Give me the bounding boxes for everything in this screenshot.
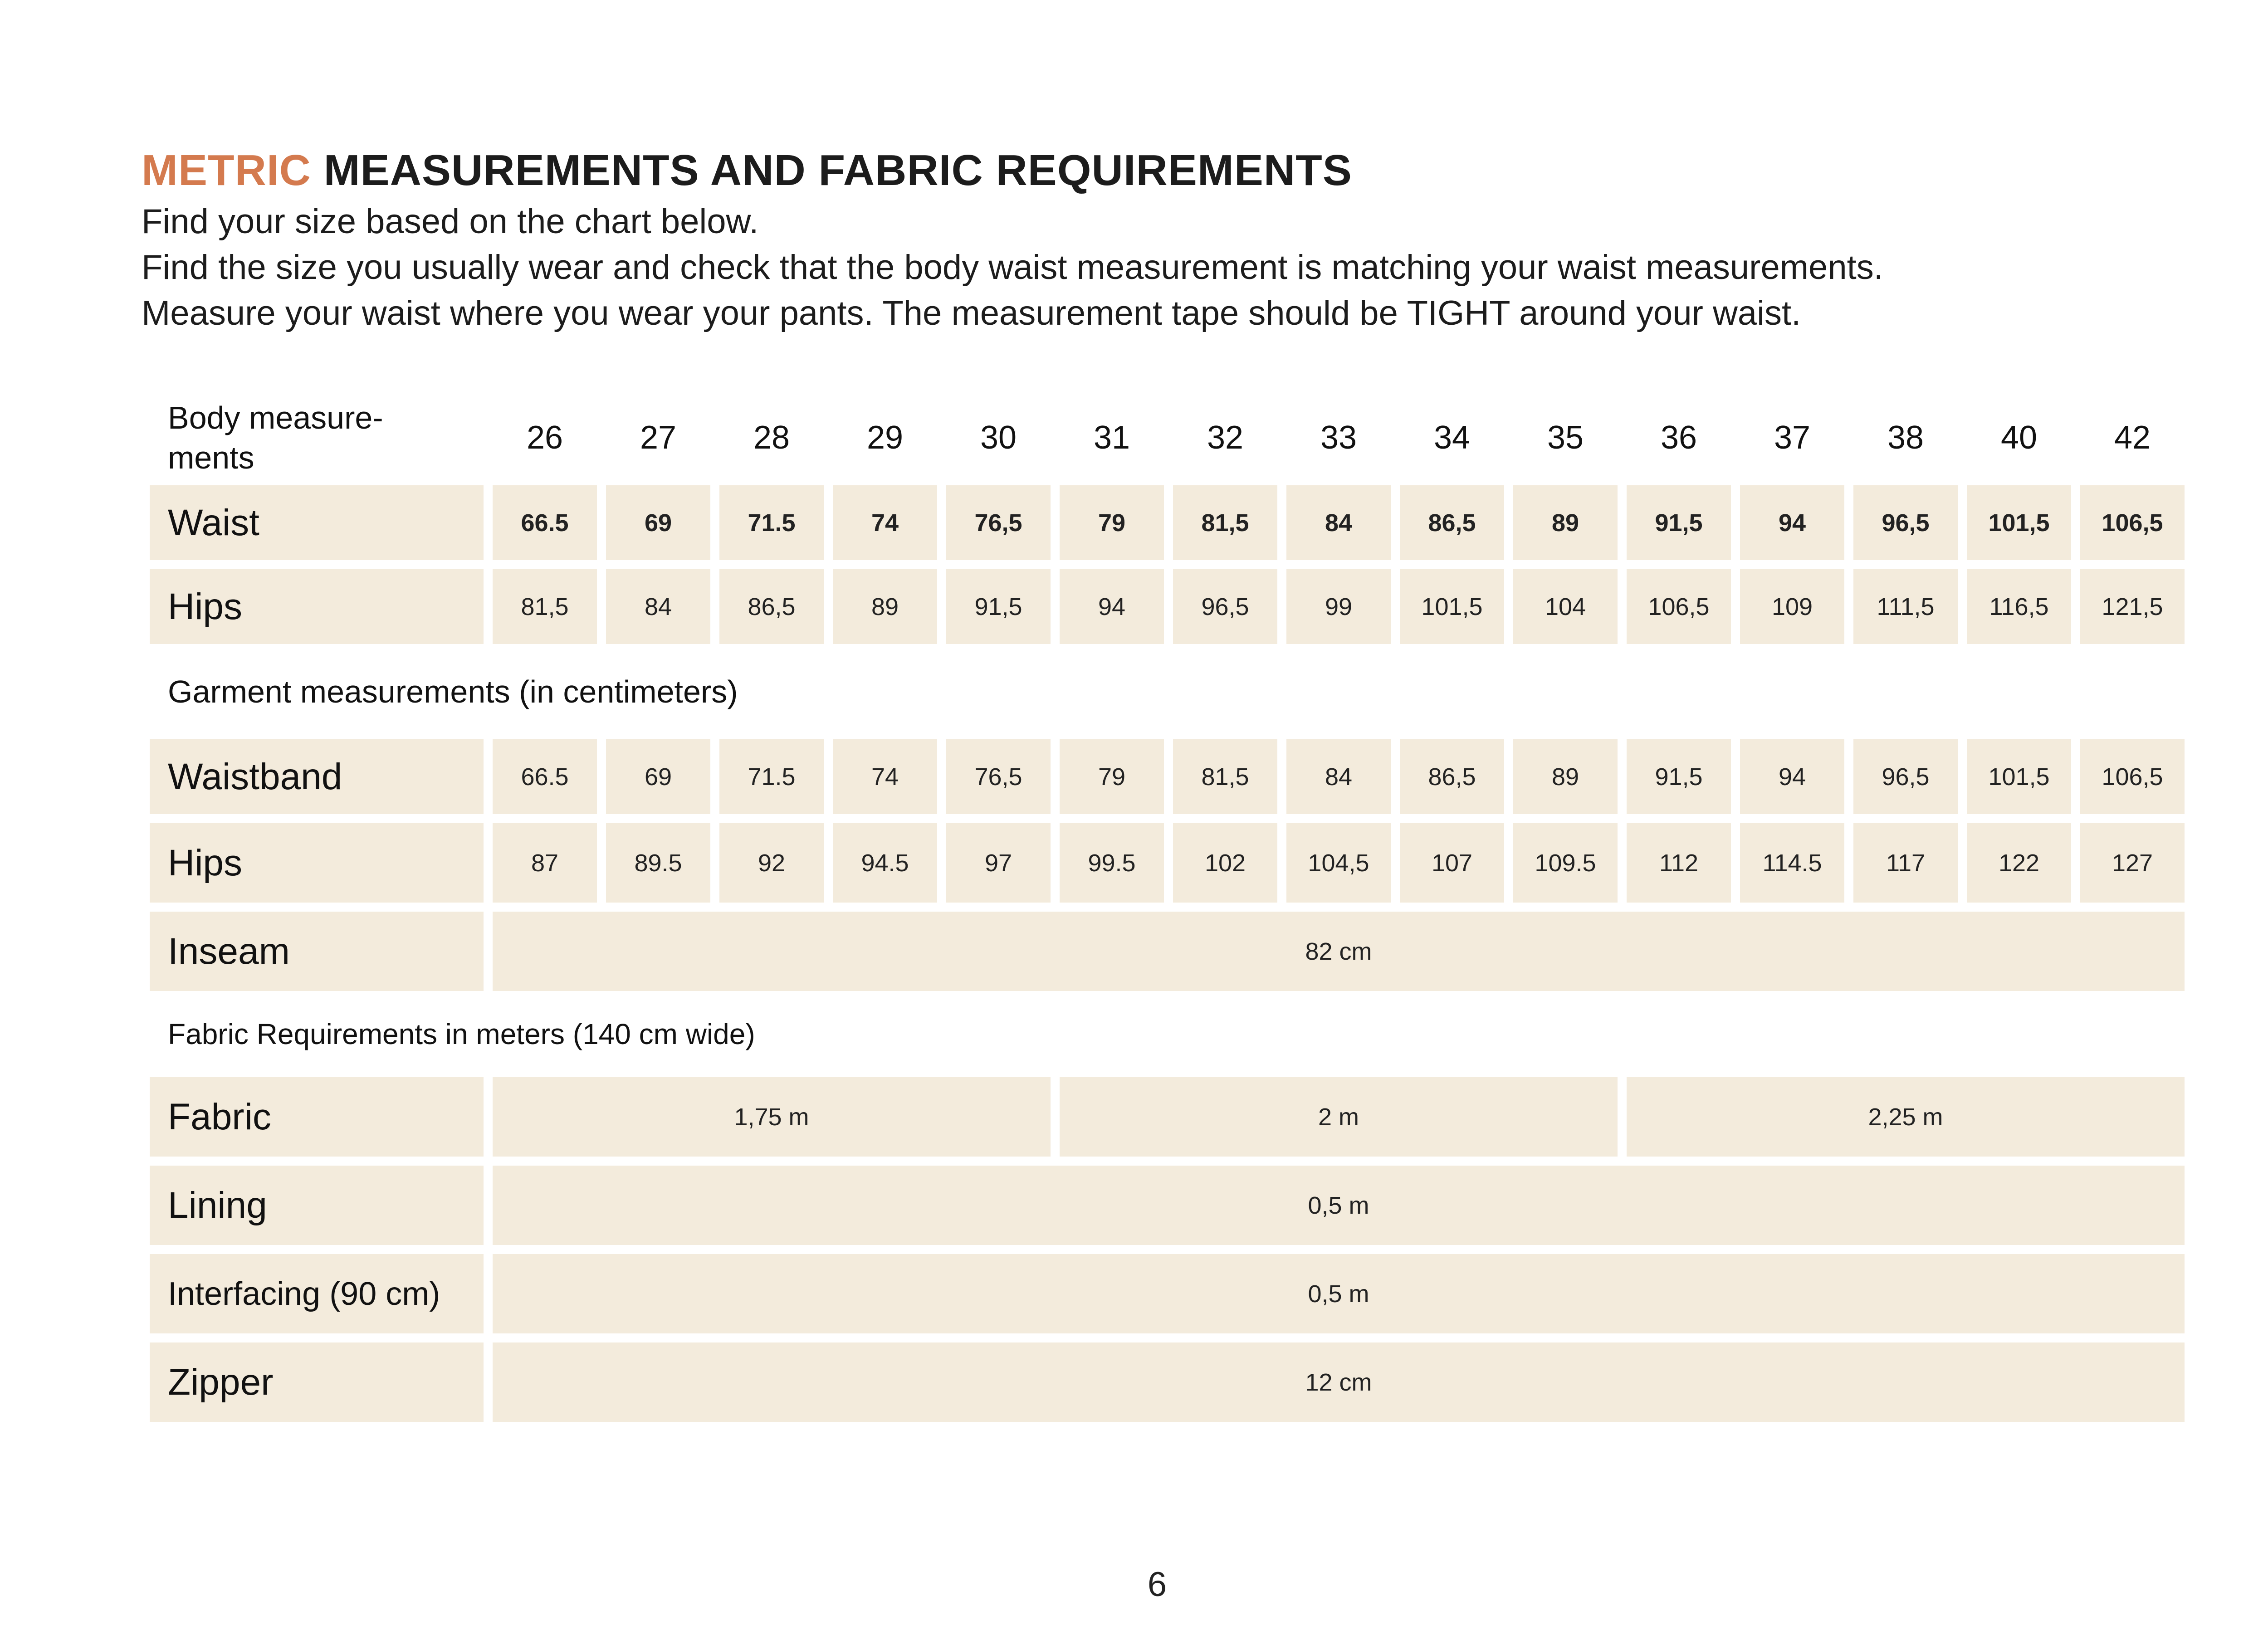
- table-cell: 91,5: [1627, 739, 1731, 814]
- table-cell: 106,5: [2080, 485, 2185, 560]
- table-cell: 104: [1513, 569, 1618, 644]
- size-header: 34: [1433, 420, 1471, 456]
- fabric-value: 2,25 m: [1627, 1077, 2185, 1157]
- table-cell: 89: [833, 569, 937, 644]
- table-cell: 71.5: [719, 485, 824, 560]
- row-label-waist: Waist: [150, 485, 484, 560]
- table-cell: 74: [833, 739, 937, 814]
- table-cell: 86,5: [1400, 485, 1504, 560]
- row-label-waistband: Waistband: [150, 739, 484, 814]
- table-cell: 97: [946, 823, 1051, 903]
- title-rest: MEASUREMENTS AND FABRIC REQUIREMENTS: [311, 146, 1352, 195]
- intro-line: Measure your waist where you wear your pants. The measurement tape should be TIGHT around your waist.: [142, 294, 1801, 332]
- table-cell: 89.5: [606, 823, 710, 903]
- size-header: 38: [1887, 420, 1924, 456]
- size-header: 33: [1320, 420, 1357, 456]
- table-cell: 109.5: [1513, 823, 1618, 903]
- size-header: 32: [1207, 420, 1244, 456]
- table-cell: 109: [1740, 569, 1844, 644]
- page-number: 6: [1147, 1565, 1167, 1604]
- size-header: 40: [2000, 420, 2038, 456]
- table-cell: 101,5: [1967, 739, 2071, 814]
- table-cell: 106,5: [1627, 569, 1731, 644]
- header-label-line: Body measure-: [168, 400, 383, 435]
- table-cell: 91,5: [1627, 485, 1731, 560]
- table-cell: 66.5: [493, 485, 597, 560]
- table-cell: 81,5: [1173, 485, 1277, 560]
- table-cell: 94: [1740, 739, 1844, 814]
- table-cell: 104,5: [1286, 823, 1391, 903]
- table-cell: 101,5: [1400, 569, 1504, 644]
- table-cell: 86,5: [719, 569, 824, 644]
- table-cell: 81,5: [493, 569, 597, 644]
- table-cell: 106,5: [2080, 739, 2185, 814]
- size-header: 31: [1093, 420, 1130, 456]
- size-header: 36: [1660, 420, 1697, 456]
- table-cell: 121,5: [2080, 569, 2185, 644]
- table-cell: 107: [1400, 823, 1504, 903]
- table-cell: 79: [1060, 739, 1164, 814]
- row-label-fabric: Fabric: [150, 1077, 484, 1157]
- title-accent: METRIC: [142, 146, 311, 195]
- table-cell: 84: [606, 569, 710, 644]
- table-cell: 89: [1513, 739, 1618, 814]
- table-cell: 81,5: [1173, 739, 1277, 814]
- table-cell: 76,5: [946, 485, 1051, 560]
- inseam-value: 82 cm: [493, 912, 2185, 991]
- size-header: 30: [980, 420, 1017, 456]
- header-label: [150, 399, 484, 476]
- intro-line: Find your size based on the chart below.: [142, 202, 759, 241]
- size-header: 29: [866, 420, 904, 456]
- table-cell: 116,5: [1967, 569, 2071, 644]
- size-header: 37: [1774, 420, 1811, 456]
- table-cell: 86,5: [1400, 739, 1504, 814]
- table-cell: 99.5: [1060, 823, 1164, 903]
- page-title: [142, 144, 1352, 196]
- size-chart-table: [150, 399, 2175, 1422]
- table-cell: 96,5: [1173, 569, 1277, 644]
- lining-value: 0,5 m: [493, 1166, 2185, 1245]
- table-cell: 71.5: [719, 739, 824, 814]
- table-cell: 99: [1286, 569, 1391, 644]
- row-label-lining: Lining: [150, 1166, 484, 1245]
- row-label-garment-hips: Hips: [150, 823, 484, 903]
- intro-text: [142, 199, 1883, 336]
- table-cell: 111,5: [1853, 569, 1958, 644]
- size-header: 35: [1547, 420, 1584, 456]
- row-label-zipper: Zipper: [150, 1342, 484, 1422]
- row-label-interfacing: Interfacing (90 cm): [150, 1254, 484, 1333]
- row-label-inseam: Inseam: [150, 912, 484, 991]
- size-header: 28: [753, 420, 790, 456]
- table-cell: 89: [1513, 485, 1618, 560]
- table-cell: 84: [1286, 739, 1391, 814]
- row-label-body-hips: Hips: [150, 569, 484, 644]
- section-heading-garment: Garment measurements (in centimeters): [168, 674, 738, 709]
- table-cell: 91,5: [946, 569, 1051, 644]
- table-cell: 79: [1060, 485, 1164, 560]
- table-cell: 112: [1627, 823, 1731, 903]
- table-cell: 96,5: [1853, 485, 1958, 560]
- fabric-value: 2 m: [1060, 1077, 1618, 1157]
- table-cell: 94.5: [833, 823, 937, 903]
- size-header: 27: [640, 420, 677, 456]
- table-cell: 94: [1060, 569, 1164, 644]
- table-cell: 117: [1853, 823, 1958, 903]
- size-header: 26: [526, 420, 563, 456]
- table-cell: 101,5: [1967, 485, 2071, 560]
- table-cell: 96,5: [1853, 739, 1958, 814]
- table-cell: 94: [1740, 485, 1844, 560]
- table-cell: 66.5: [493, 739, 597, 814]
- interfacing-value: 0,5 m: [493, 1254, 2185, 1333]
- zipper-value: 12 cm: [493, 1342, 2185, 1422]
- table-cell: 87: [493, 823, 597, 903]
- fabric-value: 1,75 m: [493, 1077, 1051, 1157]
- size-header: 42: [2114, 420, 2151, 456]
- table-cell: 69: [606, 485, 710, 560]
- table-cell: 122: [1967, 823, 2071, 903]
- intro-line: Find the size you usually wear and check that the body waist measurement is matching your waist measurements.: [142, 248, 1883, 287]
- table-cell: 92: [719, 823, 824, 903]
- header-label-line: ments: [168, 440, 254, 475]
- table-cell: 114.5: [1740, 823, 1844, 903]
- section-heading-fabric: Fabric Requirements in meters (140 cm wide): [168, 1018, 755, 1050]
- table-cell: 69: [606, 739, 710, 814]
- table-cell: 74: [833, 485, 937, 560]
- table-cell: 76,5: [946, 739, 1051, 814]
- table-cell: 127: [2080, 823, 2185, 903]
- table-cell: 84: [1286, 485, 1391, 560]
- table-cell: 102: [1173, 823, 1277, 903]
